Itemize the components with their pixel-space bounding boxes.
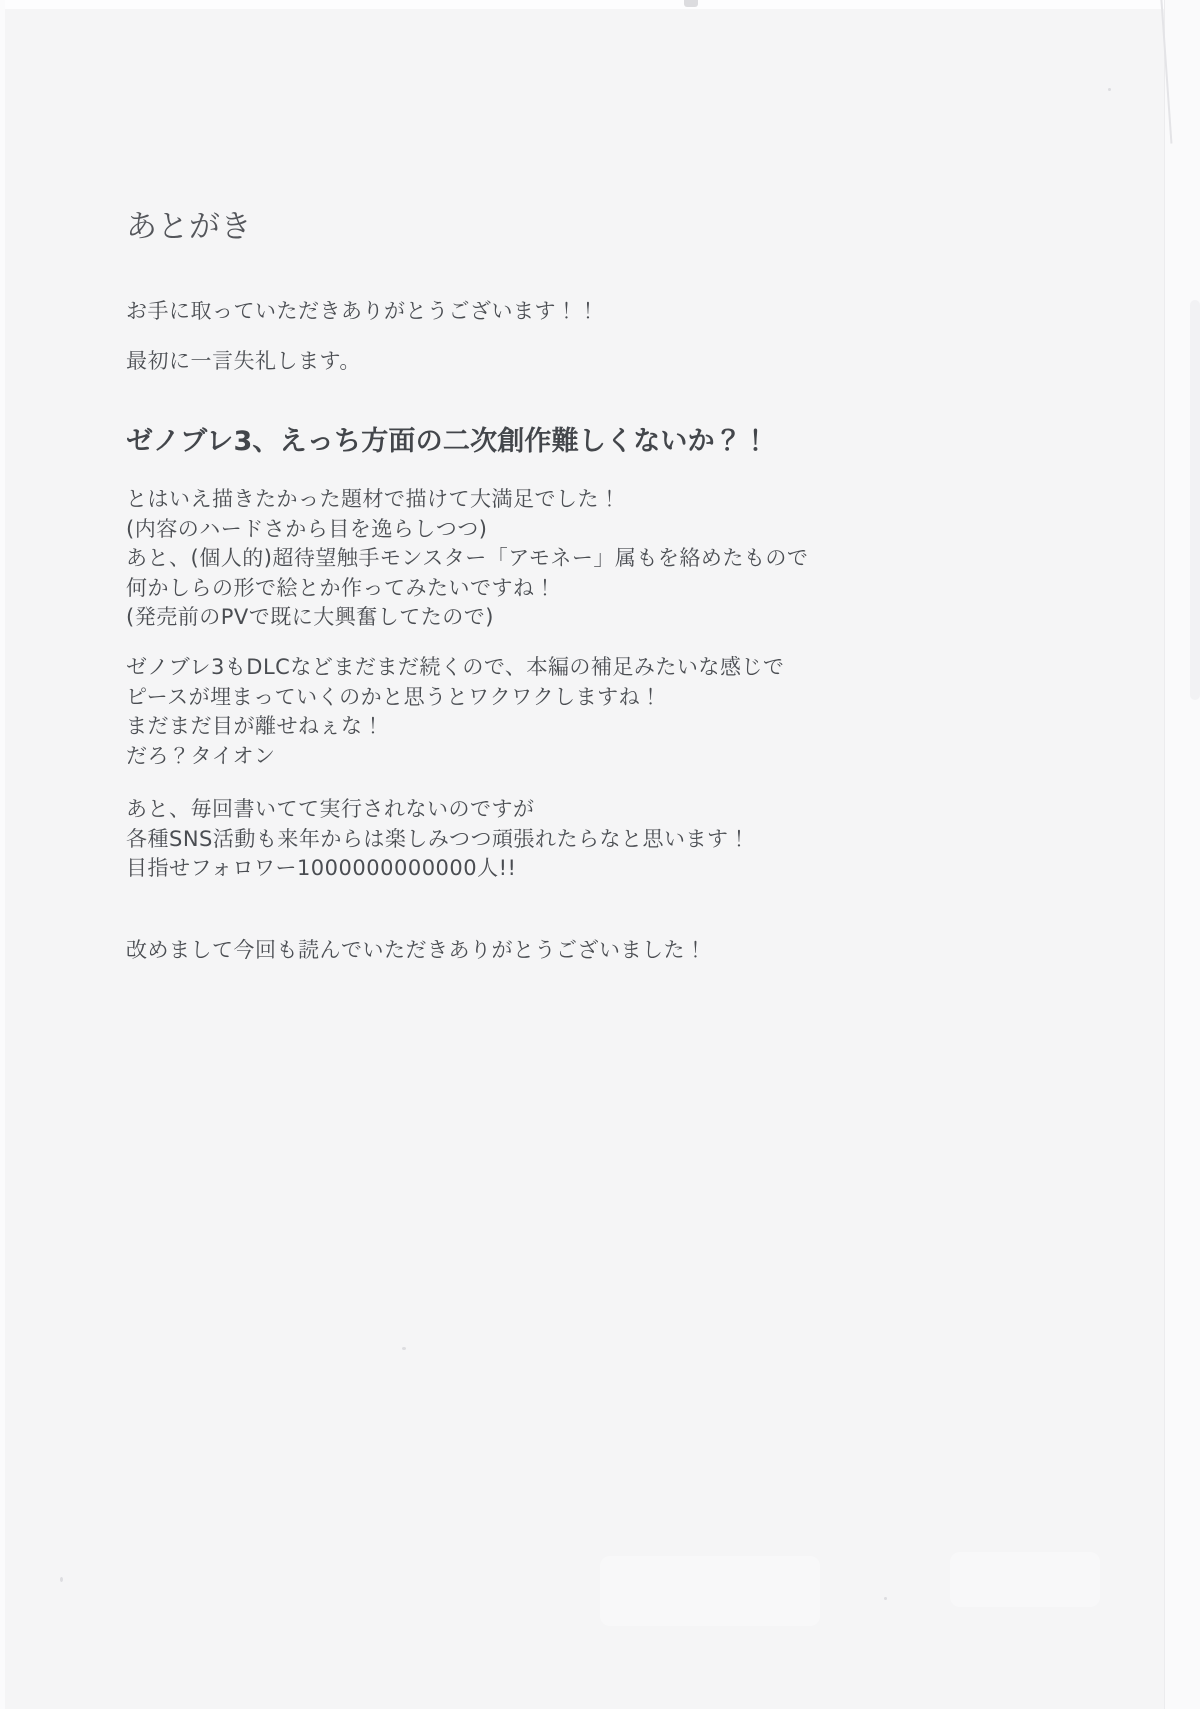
paragraph-greeting [126, 297, 1080, 327]
text-line: ゼノブレ3もDLCなどまだまだ続くので、本編の補足みたいな感じで [126, 655, 785, 679]
scan-light-patch [950, 1552, 1100, 1607]
text-line: 最初に一言失礼します。 [126, 349, 361, 373]
text-line: とはいえ描きたかった題材で描けて大満足でした！ [126, 487, 621, 511]
scan-light-patch [1190, 300, 1200, 700]
scan-speck [60, 1577, 63, 1582]
scan-edge-top [0, 0, 1200, 9]
scan-speck [884, 1597, 887, 1600]
scan-edge-left [0, 0, 5, 1709]
text-line: ピースが埋まっていくのかと思うとワクワクしますね！ [126, 684, 662, 709]
headline-text: ゼノブレ3、えっち方面の二次創作難しくないか？！ [126, 426, 770, 457]
text-line: 改めまして今回も読んでいただきありがとうございました！ [126, 938, 707, 962]
paragraph-headline [126, 419, 1080, 458]
text-line: 何かしらの形で絵とか作ってみたいですね！ [126, 575, 556, 600]
text-line: あと、毎回書いてて実行されないのですが [126, 797, 535, 821]
paragraph-preface [126, 347, 1080, 377]
paragraph-dlc [126, 653, 1080, 771]
scan-speck [402, 1347, 406, 1350]
text-line: (発売前のPVで既に大興奮してたので) [126, 605, 494, 629]
text-line: あと、(個人的)超待望触手モンスター「アモネー」属もを絡めたもので [126, 546, 809, 570]
text-line: (内容のハードさから目を逸らしつつ) [126, 516, 488, 541]
text-line: 目指せフォロワー1000000000000人!! [126, 856, 517, 880]
scan-light-patch [600, 1556, 820, 1626]
page-title: あとがき [126, 209, 252, 245]
text-line: 各種SNS活動も来年からは楽しみつつ頑張れたらなと思います！ [126, 826, 750, 851]
paragraph-closing [126, 936, 1080, 966]
text-line: まだまだ目が離せねぇな！ [126, 714, 384, 738]
scan-speck [1108, 88, 1111, 91]
text-line: お手に取っていただきありがとうございます！！ [126, 299, 599, 323]
scan-edge-notch [684, 0, 698, 7]
paragraph-sns [126, 795, 1080, 884]
text-line: だろ？タイオン [126, 743, 276, 768]
scan-edge-right [1164, 0, 1200, 1709]
paragraph-satisfaction [126, 485, 1080, 633]
